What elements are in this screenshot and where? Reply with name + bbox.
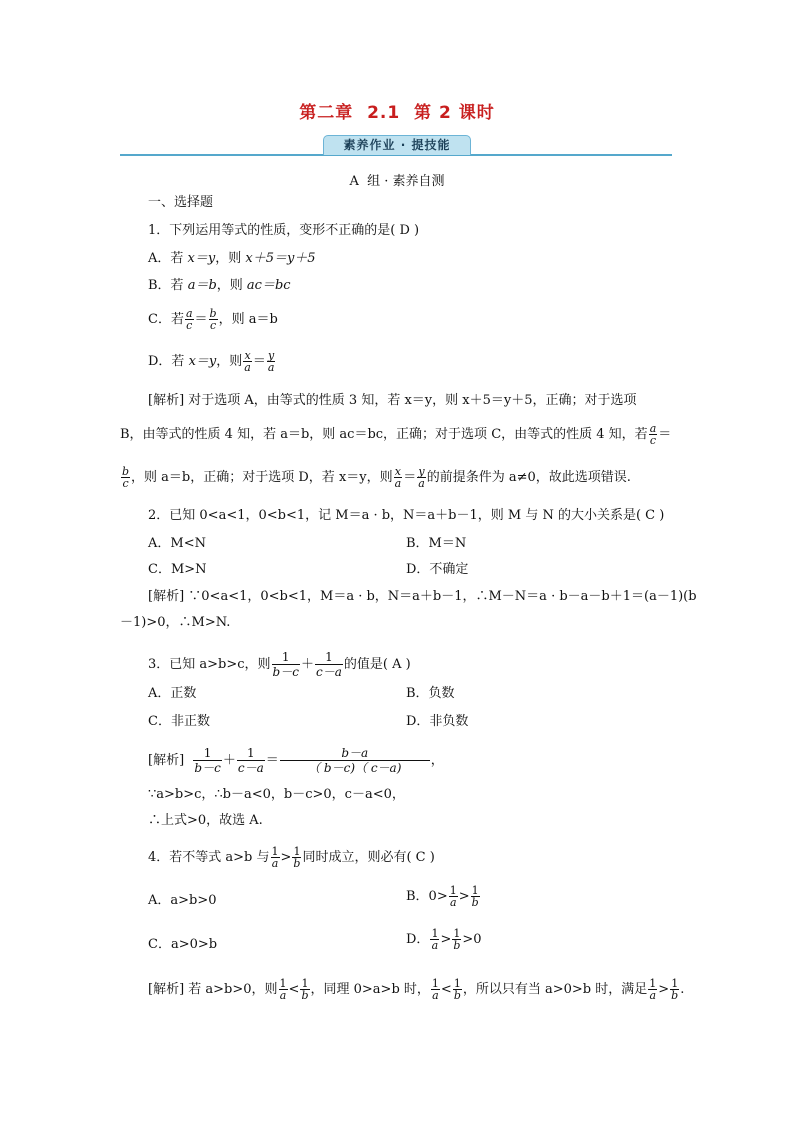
text: B．若: [148, 278, 188, 293]
text: ＝: [403, 470, 417, 485]
text: >: [458, 889, 470, 904]
fraction: $\frac{y}{a}$: [418, 465, 425, 490]
q1-option-c: [148, 308, 278, 331]
text: >: [280, 850, 292, 865]
math: x＋5＝y＋5: [245, 251, 316, 266]
q2-stem: 2．已知 0<a<1，0<b<1，记 M＝a · b，N＝a＋b－1，则 M 与 N 的大小关系是( C ): [148, 508, 665, 523]
q3-option-c: C．非正数: [148, 714, 210, 729]
group-label: A 组 · 素养自测: [349, 174, 445, 189]
fraction: $\frac{1}{a}$: [449, 884, 457, 909]
text: B．0>: [406, 889, 448, 904]
q1-analysis-line3: [120, 466, 631, 489]
text: >0: [462, 932, 482, 947]
text: ，: [430, 753, 444, 768]
math: x＝y: [187, 251, 216, 266]
q4-stem: [148, 846, 435, 869]
text: ，则: [215, 251, 246, 266]
fraction: $\frac{a}{c}$: [185, 307, 193, 332]
fraction: $\frac{1}{a}$: [649, 977, 657, 1002]
math: ac＝bc: [246, 278, 291, 293]
fraction: $\frac{b}{c}$: [122, 465, 130, 490]
fraction: $\frac{1}{c-a}$: [237, 746, 264, 775]
q2-option-d: D．不确定: [406, 562, 469, 577]
fraction: $\frac{1}{b}$: [293, 845, 301, 870]
q4-option-b: [406, 885, 481, 908]
text: ，则 a＝b: [218, 312, 278, 327]
fraction: $\frac{1}{b}$: [453, 977, 461, 1002]
fraction: $\frac{1}{b}$: [471, 884, 479, 909]
text: D．: [406, 932, 430, 947]
section-heading: 一、选择题: [148, 195, 214, 210]
fraction: $\frac{y}{a}$: [267, 349, 275, 374]
fraction: $\frac{1}{b}$: [301, 977, 309, 1002]
q1-option-b: [148, 277, 291, 295]
text: ，则 a＝b，正确；对于选项 D，若 x＝y，则: [131, 470, 393, 485]
text: ＝: [252, 354, 266, 369]
section-banner: 素养作业 · 提技能: [323, 135, 471, 155]
q3-option-b: B．负数: [406, 686, 455, 701]
text: >: [658, 982, 670, 997]
q2-option-a: A．M<N: [148, 536, 206, 551]
fraction: $\frac{1}{c-a}$: [315, 650, 342, 679]
text: A．若: [148, 251, 188, 266]
text: 3．已知 a>b>c，则: [148, 657, 271, 672]
q1-option-a: [148, 250, 316, 268]
fraction: $\frac{1}{a}$: [279, 977, 287, 1002]
fraction: $\frac{1}{a}$: [431, 977, 439, 1002]
q4-option-d: [406, 928, 482, 951]
text: C．若: [148, 312, 184, 327]
q4-analysis: [148, 978, 684, 1001]
fraction: $\frac{1}{b-c}$: [194, 746, 221, 775]
text: ＝: [265, 753, 279, 768]
text: .: [680, 982, 685, 997]
text: D．若: [148, 354, 189, 369]
text: B，由等式的性质 4 知，若 a＝b，则 ac＝bc，正确；对于选项 C，由等式的性质 4 知，若: [120, 427, 648, 442]
q3-option-a: A．正数: [148, 686, 197, 701]
text: ＝: [658, 427, 672, 442]
text: 的前提条件为 a≠0，故此选项错误.: [426, 470, 631, 485]
text: 的值是( A ): [343, 657, 411, 672]
text: ＋: [300, 657, 314, 672]
text: [解析] 若 a>b>0，则: [148, 982, 278, 997]
text: ，则: [216, 354, 243, 369]
q2-option-b: B．M＝N: [406, 536, 467, 551]
math: x＝y: [188, 354, 217, 369]
fraction: $\frac{1}{b-c}$: [272, 650, 299, 679]
fraction: $\frac{b}{c}$: [209, 307, 217, 332]
q3-option-d: D．非负数: [406, 714, 469, 729]
page-title: 第二章 2.1 第 2 课时: [299, 103, 495, 123]
fraction: $\frac{1}{b}$: [453, 927, 461, 952]
fraction: $\frac{x}{a}$: [394, 465, 402, 490]
q3-analysis-line2: ∵a>b>c，∴b－a<0，b－c>0，c－a<0，: [148, 787, 405, 802]
fraction: $\frac{x}{a}$: [244, 349, 251, 374]
fraction: $\frac{1}{a}$: [271, 845, 279, 870]
text: ＋: [222, 753, 236, 768]
text: ，同理 0>a>b 时，: [310, 982, 430, 997]
q2-analysis-line1: [解析] ∵0<a<1，0<b<1，M＝a · b，N＝a＋b－1，∴M－N＝a · b－a－b＋1＝(a－1)(b: [148, 589, 697, 604]
fraction: $\frac{b-a}{( b-c)( c-a)}$: [280, 746, 430, 775]
q2-analysis-line2: －1)>0，∴M>N.: [120, 615, 231, 630]
q4-option-a: A．a>b>0: [148, 893, 217, 908]
q1-analysis-line2: [120, 423, 671, 446]
fraction: $\frac{a}{c}$: [649, 422, 657, 447]
text: ，则: [216, 278, 247, 293]
q4-option-c: C．a>0>b: [148, 937, 218, 952]
q2-option-c: C．M>N: [148, 562, 207, 577]
q1-stem: 1．下列运用等式的性质，变形不正确的是( D ): [148, 223, 420, 238]
fraction: $\frac{1}{a}$: [431, 927, 439, 952]
q3-analysis-line3: ∴上式>0，故选 A.: [148, 813, 263, 828]
math: a＝b: [187, 278, 217, 293]
fraction: $\frac{1}{b}$: [671, 977, 679, 1002]
text: <: [440, 982, 452, 997]
text: 同时成立，则必有( C ): [302, 850, 435, 865]
q3-stem: [148, 650, 411, 679]
q1-option-d: [148, 350, 276, 373]
text: <: [288, 982, 300, 997]
text: ＝: [194, 312, 208, 327]
q3-analysis-formula: [148, 746, 444, 775]
q1-analysis-line1: [解析] 对于选项 A，由等式的性质 3 知，若 x＝y，则 x＋5＝y＋5，正确；对于选项: [148, 393, 637, 408]
text: 4．若不等式 a>b 与: [148, 850, 270, 865]
text: >: [440, 932, 452, 947]
text: [解析]: [148, 753, 185, 768]
text: ，所以只有当 a>0>b 时，满足: [462, 982, 648, 997]
